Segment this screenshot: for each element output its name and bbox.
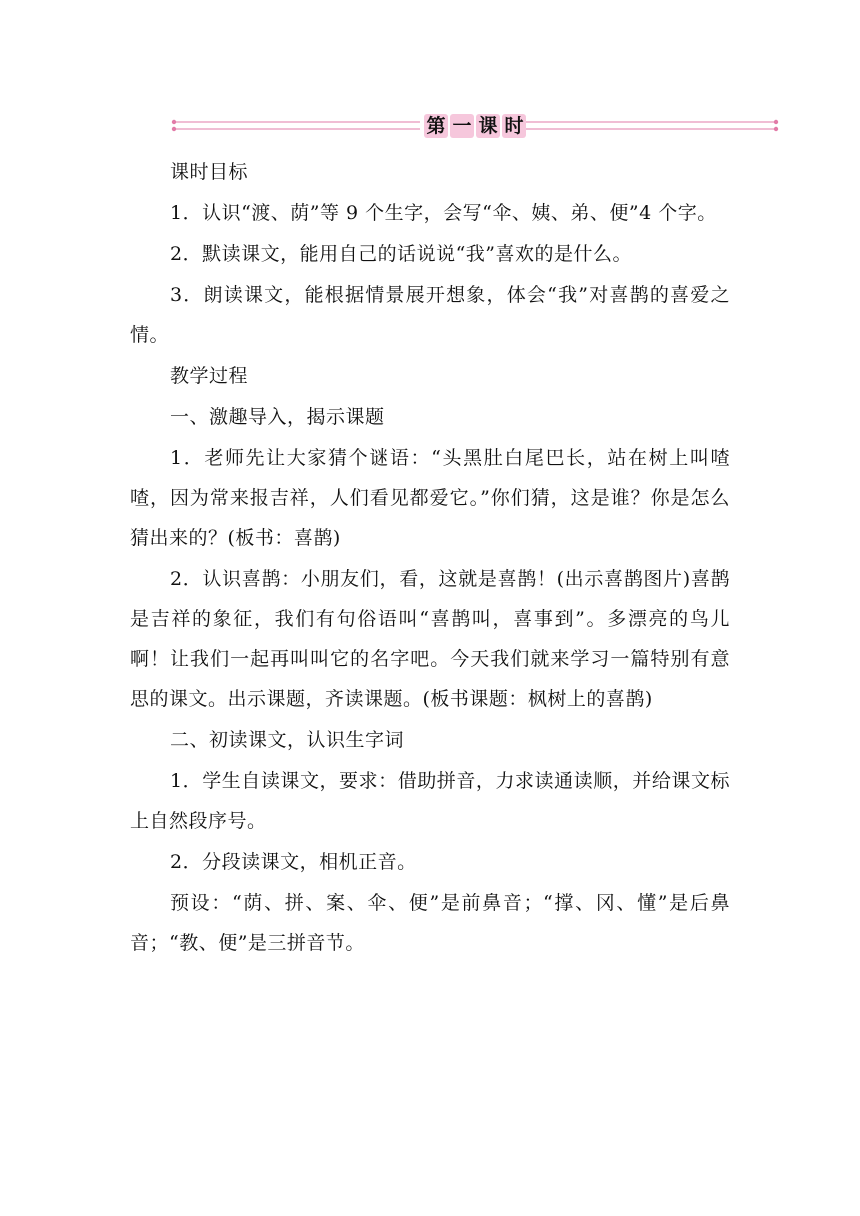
- lesson-header-banner: [170, 112, 780, 140]
- step-item: 2．分段读课文，相机正音。: [170, 851, 417, 873]
- step-item: 1．老师先让大家猜个谜语：“头黑肚白尾巴长，站在树上叫喳喳，因为常来报吉祥，人们看见都爱它。”你们猜，这是谁？你是怎么猜出来的？(板书：喜鹊): [130, 447, 730, 549]
- section-heading-process: 教学过程: [170, 365, 249, 387]
- lesson-title: [424, 114, 526, 138]
- title-char: 课: [476, 114, 500, 138]
- step-heading: 二、初读课文，认识生字词: [170, 729, 405, 751]
- section-heading-objectives: 课时目标: [170, 161, 249, 183]
- objective-item: 2．默读课文，能用自己的话说说“我”喜欢的是什么。: [170, 243, 633, 265]
- objective-item: 1．认识“渡、荫”等 9 个生字，会写“伞、姨、弟、便”4 个字。: [170, 202, 717, 224]
- lesson-content: [130, 152, 730, 963]
- step-item: 1．学生自读课文，要求：借助拼音，力求读通读顺，并给课文标上自然段序号。: [130, 770, 730, 832]
- title-char: 时: [502, 114, 526, 138]
- step-item: 2．认识喜鹊：小朋友们，看，这就是喜鹊！(出示喜鹊图片)喜鹊是吉祥的象征，我们有句俗语叫“喜鹊叫，喜事到”。多漂亮的鸟儿啊！让我们一起再叫叫它的名字吧。今天我们就来学习一篇特别有意思的课文。出示课题，齐读课题。(板书课题：枫树上的喜鹊): [130, 568, 730, 710]
- objective-item: 3．朗读课文，能根据情景展开想象，体会“我”对喜鹊的喜爱之情。: [130, 284, 730, 346]
- step-heading: 一、激趣导入，揭示课题: [170, 406, 385, 428]
- preset-note: 预设：“荫、拼、案、伞、便”是前鼻音；“撑、冈、懂”是后鼻音；“教、便”是三拼音节。: [130, 892, 730, 954]
- title-char: 第: [424, 114, 448, 138]
- title-char: 一: [450, 114, 474, 138]
